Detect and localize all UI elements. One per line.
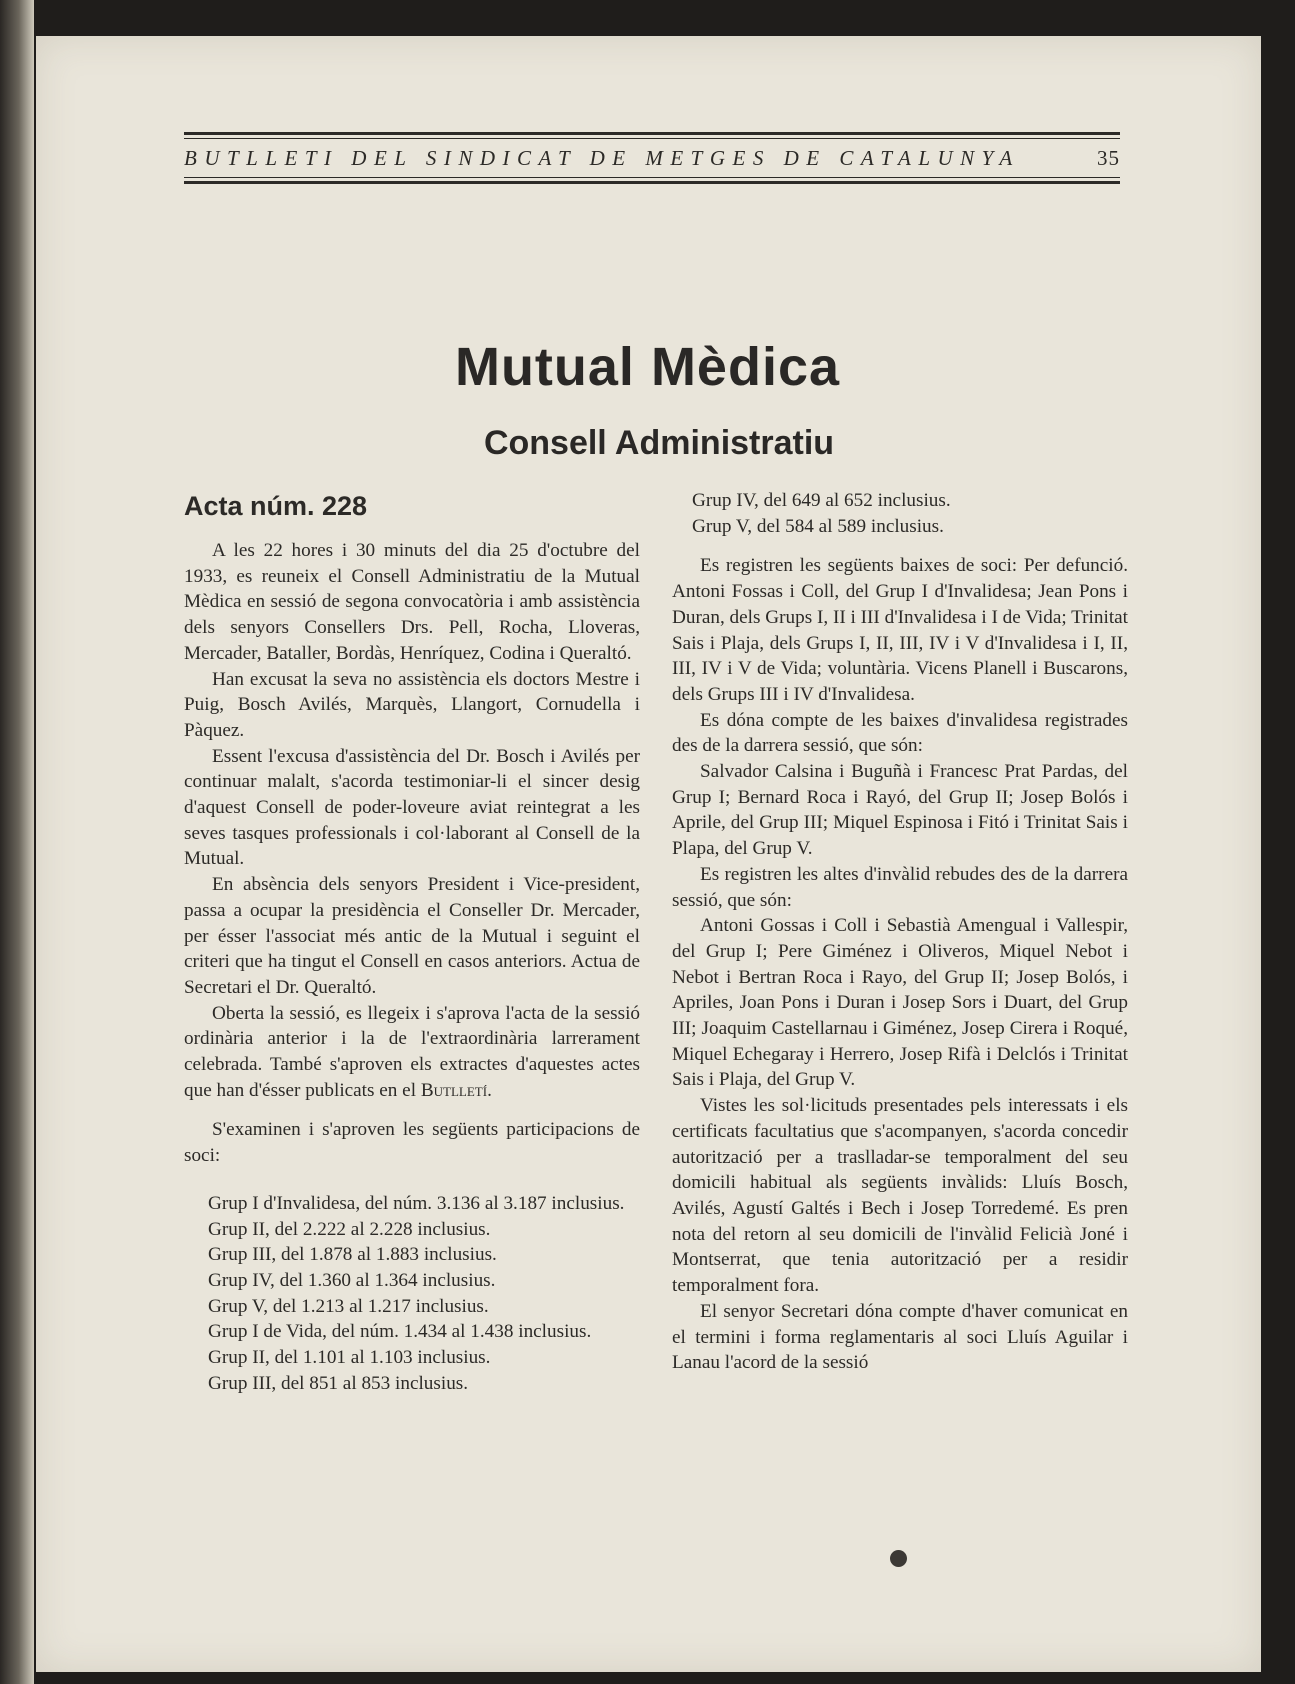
paragraph-altes-intro: Es registren les altes d'invàlid rebudes des de la darrera sessió, que són: xyxy=(672,863,1128,911)
left-column xyxy=(184,490,640,1397)
paragraph-secretari: El senyor Secretari dóna compte d'haver comunicat en el termini i forma reglamentaris al soci Lluís Aguilar i Lanau l'acord de la sessió xyxy=(672,1300,1128,1374)
list-item: Grup I d'Invalidesa, del núm. 3.136 al 3.187 inclusius. xyxy=(208,1192,625,1214)
paragraph-minutes xyxy=(184,1001,640,1104)
header-rule-bottom xyxy=(184,181,1120,184)
paragraph-minutes-text: Oberta la sessió, es llegeix i s'aprova l'acta de la sessió ordinària anterior i la de l'extraordinària larrerament celebrada. També s'aproven els extractes d'aquestes actes que han d'ésser publicats en el xyxy=(184,1002,640,1101)
paragraph-participacions-intro: S'examinen i s'aproven les següents participacions de soci: xyxy=(184,1119,640,1167)
paragraph-minutes-end: . xyxy=(487,1079,492,1101)
paragraph-trasllats: Vistes les sol·licituds presentades pels interessats i els certificats facultatius que s'acompanyen, s'acorda concedir autorització per a traslladar-se temporalment del seu domicili habitual als següents invàlids: Lluís Bosch, Avilés, Agustí Galtés i Bech i Josep Torredemé. Es pren nota del retorn al seu domicili de l'invàlid Felicià Joné i Montserrat, que tenia autorització per a residir temporalment fora. xyxy=(672,1095,1128,1297)
journal-title: BUTLLETI DEL SINDICAT DE METGES DE CATALUNYA xyxy=(184,146,1020,170)
paragraph-baixes-soci: Es registren les següents baixes de soci: Per defunció. Antoni Fossas i Coll, del Grup I d'Invalidesa; Jean Pons i Duran, dels Grups I, II i III d'Invalidesa i I de Vida; Trinitat Sais i Plaja, dels Grups I, II, III, IV i V d'Invalidesa i I, II, III, IV i V de Vida; voluntària. Vicens Planell i Buscarons, dels Grups III i IV d'Invalidesa. xyxy=(672,555,1128,705)
list-item: Grup II, del 1.101 al 1.103 inclusius. xyxy=(208,1347,491,1369)
article-subtitle: Consell Administratiu xyxy=(483,424,835,462)
acta-heading: Acta núm. 228 xyxy=(184,491,368,521)
page-number: 35 xyxy=(1097,146,1120,170)
paragraph-opening: A les 22 hores i 30 minuts del dia 25 d'octubre del 1933, es reuneix el Consell Administratiu de la Mutual Mèdica en sessió de segona convocatòria i amb assistència dels senyors Consellers Drs. Pell, Rocha, Lloveras, Mercader, Bataller, Bordàs, Henríquez, Codina i Queraltó. xyxy=(184,540,640,664)
header-rule-top xyxy=(184,132,1120,135)
paragraph-presidency: En absència dels senyors President i Vice-president, passa a ocupar la presidència el Conseller Dr. Mercader, per ésser l'associat més antic de la Mutual i seguint el criteri que ha tingut el Consell en casos anteriors. Actua de Secretari el Dr. Queraltó. xyxy=(184,874,640,998)
paragraph-baixes-invalidesa-list: Salvador Calsina i Buguñà i Francesc Prat Pardas, del Grup I; Bernard Roca i Rayó, del Grup II; Josep Bolós i Aprile, del Grup III; Miquel Espinosa i Fitó i Trinitat Sais i Plapa, del Grup V. xyxy=(672,761,1128,860)
participacions-list xyxy=(208,1191,640,1397)
book-binding-edge xyxy=(0,0,34,1684)
butlleti-reference: Butlletí xyxy=(420,1079,488,1101)
paragraph-baixes-invalidesa-intro: Es dóna compte de les baixes d'invalidesa registrades des de la darrera sessió, que són: xyxy=(672,709,1128,757)
list-item: Grup V, del 584 al 589 inclusius. xyxy=(692,515,944,537)
paragraph-bosch: Essent l'excusa d'assistència del Dr. Bosch i Avilés per continuar malalt, s'acorda testimoniar-li el sincer desig d'aquest Consell de poder-loveure aviat reintegrat a les seves tasques professionals i col·laborant al Consell de la Mutual. xyxy=(184,745,640,870)
running-header xyxy=(184,132,1120,184)
article-title: Mutual Mèdica xyxy=(454,337,841,397)
list-item: Grup II, del 2.222 al 2.228 inclusius. xyxy=(208,1218,491,1240)
list-item: Grup IV, del 1.360 al 1.364 inclusius. xyxy=(208,1269,496,1291)
header-rule-bottom-thin xyxy=(184,177,1120,178)
list-item: Grup IV, del 649 al 652 inclusius. xyxy=(692,490,951,511)
page-mark-dot xyxy=(890,1550,907,1567)
list-item: Grup III, del 851 al 853 inclusius. xyxy=(208,1372,469,1394)
paragraph-excused: Han excusat la seva no assistència els doctors Mestre i Puig, Bosch Avilés, Marquès, Llangort, Cornudella i Pàquez. xyxy=(184,668,640,741)
header-row xyxy=(184,139,1120,177)
right-column xyxy=(672,488,1128,1376)
list-item: Grup I de Vida, del núm. 1.434 al 1.438 inclusius. xyxy=(208,1321,592,1343)
list-item: Grup V, del 1.213 al 1.217 inclusius. xyxy=(208,1295,489,1317)
paragraph-altes-list: Antoni Gossas i Coll i Sebastià Amengual i Vallespir, del Grup I; Pere Giménez i Oliveros, Miquel Nebot i Nebot i Bertran Roca i Rayo, del Grup II; Josep Bolós, i Apriles, Joan Pons i Duran i Josep Sors i Duart, del Grup III; Joaquim Castellarnau i Giménez, Josep Cirera i Roqué, Miquel Echegaray i Herrero, Josep Rifà i Delclós i Trinitat Sais i Plaja, del Grup V. xyxy=(672,915,1128,1091)
list-item: Grup III, del 1.878 al 1.883 inclusius. xyxy=(208,1244,497,1266)
participacions-list-continued xyxy=(672,488,1128,539)
